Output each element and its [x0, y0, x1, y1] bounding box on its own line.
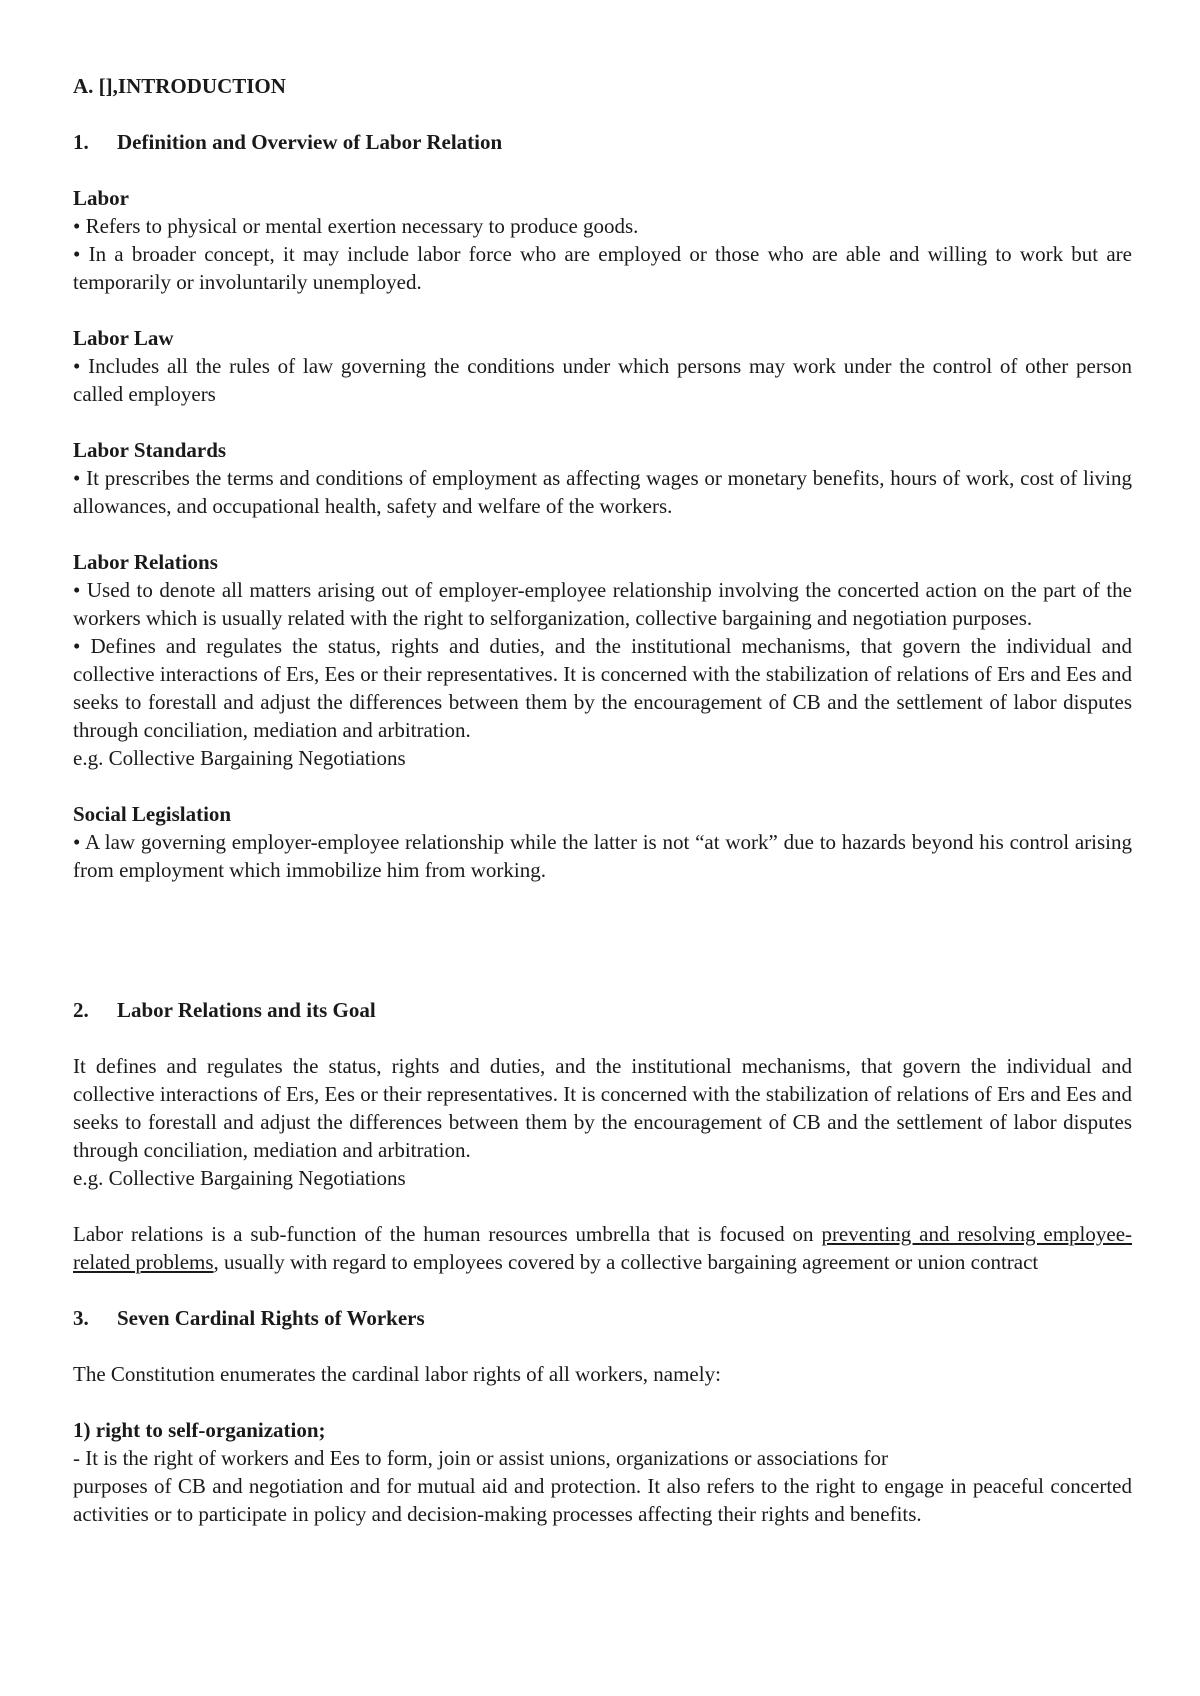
term-labor: [73, 184, 1132, 296]
right-1-first-line: - It is the right of workers and Ees to form, join or assist unions, organizations or associations for: [73, 1446, 888, 1470]
term-labor-relations-bullet-1: • Used to denote all matters arising out of employer-employee relationship involving the concerted action on the part of the workers which is usually related with the right to selforganization, collective bargaining and negotiation purposes.: [73, 578, 1132, 630]
section-2-underlined-phrase: preventing and resolving employee-related problems: [73, 1222, 1133, 1274]
term-labor-relations-example: e.g. Collective Bargaining Negotiations: [73, 746, 406, 770]
term-labor-bullet-1: • Refers to physical or mental exertion necessary to produce goods.: [73, 214, 639, 238]
section-2-number: 2.: [73, 998, 89, 1022]
term-labor-law-bullet-1: • Includes all the rules of law governing the conditions under which persons may work under the control of other person called employers: [73, 354, 1132, 406]
term-social-legislation-title: Social Legislation: [73, 802, 232, 826]
section-3-intro: The Constitution enumerates the cardinal labor rights of all workers, namely:: [73, 1362, 721, 1386]
term-labor-relations-bullet-2: • Defines and regulates the status, rights and duties, and the institutional mechanisms, that govern the individual and collective interactions of Ers, Ees or their representatives. It is concerned with the stabilization of relations of Ers and Ees and seeks to forestall and adjust the differences between them by the encouragement of CB and the settlement of labor disputes through conciliation, mediation and arbitration.: [73, 634, 1132, 742]
section-1-heading: [73, 128, 1132, 156]
section-1-number: 1.: [73, 130, 89, 154]
section-2-paragraph-1: It defines and regulates the status, rights and duties, and the institutional mechanisms, that govern the individual and collective interactions of Ers, Ees or their representatives. It is concerned with the stabilization of relations of Ers and Ees and seeks to forestall and adjust the differences between them by the encouragement of CB and the settlement of labor disputes through conciliation, mediation and arbitration.: [73, 1054, 1132, 1162]
document-title: A. [],INTRODUCTION: [73, 74, 286, 98]
term-labor-bullet-2: • In a broader concept, it may include labor force who are employed or those who are able and willing to work but are temporarily or involuntarily unemployed.: [73, 242, 1132, 294]
term-labor-standards: [73, 436, 1132, 520]
section-3-number: 3.: [73, 1306, 89, 1330]
term-social-legislation: [73, 800, 1132, 884]
term-labor-relations-title: Labor Relations: [73, 550, 218, 574]
section-2-title: Labor Relations and its Goal: [117, 998, 376, 1022]
section-3-heading: [73, 1304, 1132, 1332]
term-labor-law-title: Labor Law: [73, 326, 174, 350]
term-labor-relations: [73, 548, 1132, 772]
right-1-title: 1) right to self-organization;: [73, 1418, 326, 1442]
term-labor-title: Labor: [73, 186, 130, 210]
section-2-example: e.g. Collective Bargaining Negotiations: [73, 1166, 406, 1190]
section-2-heading: [73, 996, 1132, 1024]
term-social-legislation-bullet-1: • A law governing employer-employee relationship while the latter is not “at work” due to hazards beyond his control arising from employment which immobilize him from working.: [73, 830, 1132, 882]
section-1-title: Definition and Overview of Labor Relation: [117, 130, 503, 154]
right-1-description: purposes of CB and negotiation and for mutual aid and protection. It also refers to the right to engage in peaceful concerted activities or to participate in policy and decision-making processes affecting their rights and benefits.: [73, 1474, 1132, 1526]
term-labor-law: [73, 324, 1132, 408]
term-labor-standards-bullet-1: • It prescribes the terms and conditions of employment as affecting wages or monetary benefits, hours of work, cost of living allowances, and occupational health, safety and welfare of the workers.: [73, 466, 1132, 518]
section-2-paragraph-2: [73, 1220, 1132, 1276]
section-3-title: Seven Cardinal Rights of Workers: [117, 1306, 425, 1330]
section-2-paragraph-2-end: , usually with regard to employees covered by a collective bargaining agreement or union contract: [213, 1250, 1039, 1274]
section-2-paragraph-2-start: Labor relations is a sub-function of the human resources umbrella that is focused on: [73, 1222, 822, 1246]
term-labor-standards-title: Labor Standards: [73, 438, 227, 462]
